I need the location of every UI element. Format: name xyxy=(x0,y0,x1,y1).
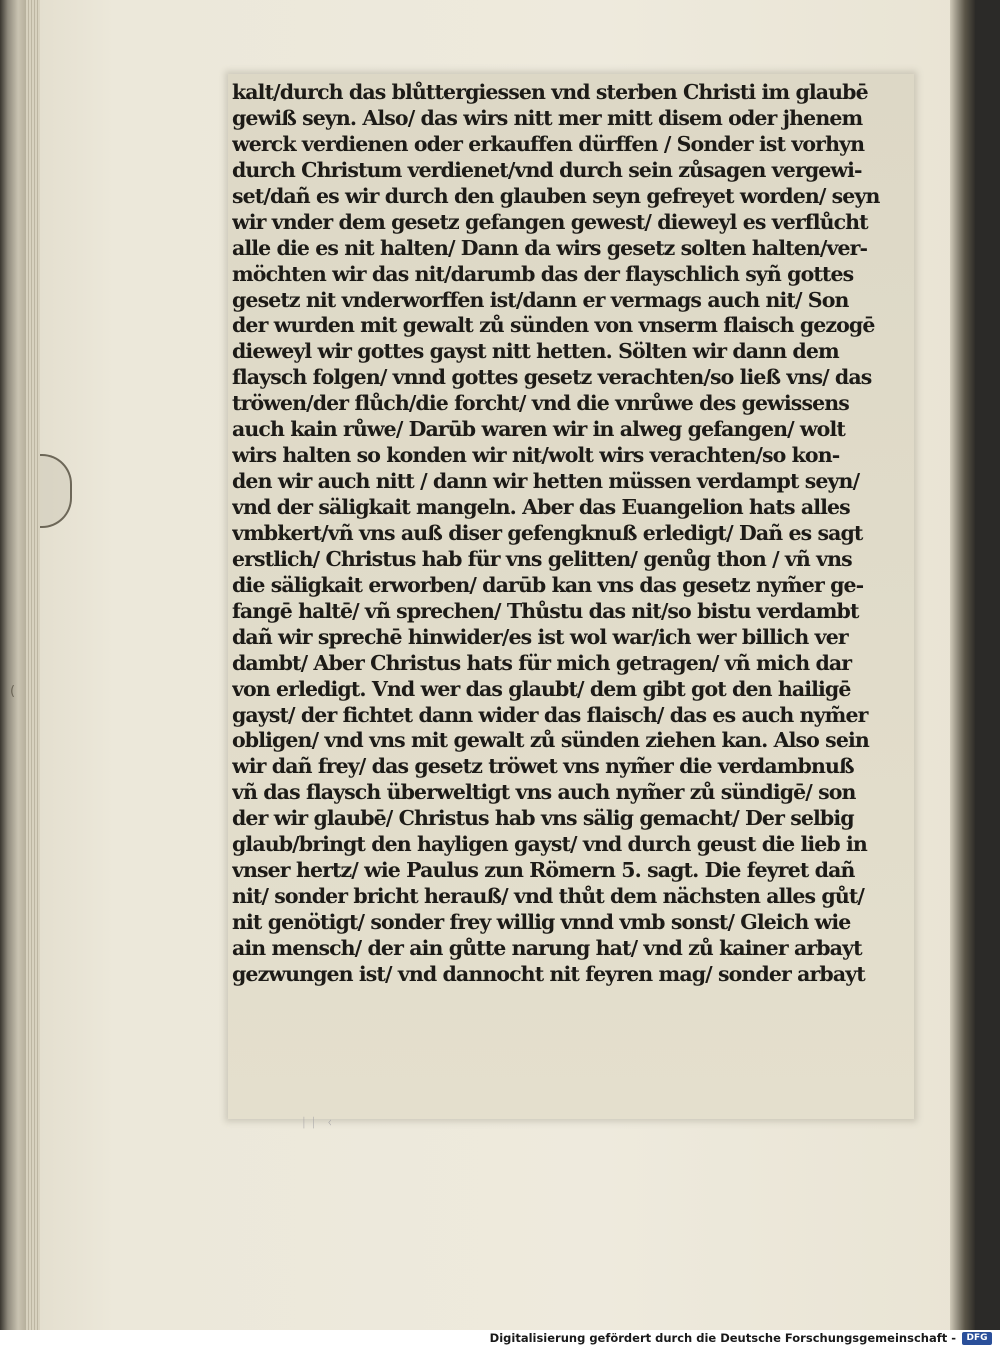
text-line: glaub/bringt den hayligen gayst/ vnd durch geust die lieb in xyxy=(232,832,867,857)
margin-mark: ( xyxy=(10,684,16,699)
page-right-shadow xyxy=(950,0,975,1330)
footer-credit-text: Digitalisierung gefördert durch die Deutsche Forschungsgemeinschaft - xyxy=(489,1331,956,1345)
text-line: dambt/ Aber Christus hats für mich getragen/ vñ mich dar xyxy=(232,650,852,675)
dfg-logo: DFG xyxy=(962,1332,992,1345)
text-line: obligen/ vnd vns mit gewalt zů sünden ziehen kan. Also sein xyxy=(232,728,869,753)
text-line: nit/ sonder bricht herauß/ vnd thůt dem nächsten alles gůt/ xyxy=(232,884,864,909)
text-line: tröwen/der flůch/die forcht/ vnd die vnrůwe des gewissens xyxy=(232,391,849,416)
text-line: vnd der säligkait mangeln. Aber das Euangelion hats alles xyxy=(232,495,850,519)
text-line: wirs halten so konden wir nit/wolt wirs verachten/so kon- xyxy=(232,443,840,468)
text-line: fangē haltē/ vñ sprechen/ Thůstu das nit/so bistu verdambt xyxy=(232,598,859,623)
binding-clip xyxy=(40,454,72,528)
text-line: erstlich/ Christus hab für vns gelitten/ genůg thon / vñ vns xyxy=(232,546,852,571)
text-line: der wir glaubē/ Christus hab vns sälig gemacht/ Der selbig xyxy=(232,806,854,831)
text-line: der wurden mit gewalt zů sünden von vnserm flaisch gezogē xyxy=(232,313,875,338)
text-line: ain mensch/ der ain gůtte narung hat/ vnd zů kainer arbayt xyxy=(232,935,862,960)
text-line: die säligkait erworben/ darūb kan vns das gesetz nym̃er ge- xyxy=(232,572,864,597)
text-line: flaysch folgen/ vnnd gottes gesetz verachten/so ließ vns/ das xyxy=(232,365,872,390)
text-line: vnser hertz/ wie Paulus zun Römern 5. sagt. Die feyret dañ xyxy=(232,858,855,883)
text-line: dañ wir sprechē hinwider/es ist wol war/ich wer billich ver xyxy=(232,624,848,649)
faint-stamp-mark: ᛁᛁ ᚲ xyxy=(300,1116,336,1131)
text-line: von erledigt. Vnd wer das glaubt/ dem gibt got den hailigē xyxy=(232,676,851,701)
text-line: gewiß seyn. Also/ das wirs nitt mer mitt disem oder jhenem xyxy=(232,105,863,130)
text-line: gesetz nit vnderworffen ist/dann er vermags auch nit/ Son xyxy=(232,287,849,312)
page-stack-edge xyxy=(26,0,40,1330)
blackletter-text xyxy=(232,80,912,988)
text-line: gezwungen ist/ vnd dannocht nit feyren mag/ sonder arbayt xyxy=(232,961,865,986)
text-line: vñ das flaysch überweltigt vns auch nym̃er zů sündigē/ son xyxy=(232,780,856,805)
text-line: alle die es nit halten/ Dann da wirs gesetz solten halten/ver- xyxy=(232,235,868,260)
text-line: set/dañ es wir durch den glauben seyn gefreyet worden/ seyn xyxy=(232,183,880,208)
book-spine-edge xyxy=(0,0,26,1330)
text-line: den wir auch nitt / dann wir hetten müssen verdampt seyn/ xyxy=(232,469,860,494)
text-line: kalt/durch das blůttergiessen vnd sterben Christi im glaubē xyxy=(232,80,868,104)
text-line: möchten wir das nit/darumb das der flayschlich syñ gottes xyxy=(232,261,854,286)
text-line: dieweyl wir gottes gayst nitt hetten. Sölten wir dann dem xyxy=(232,339,839,364)
text-line: vmbkert/vñ vns auß diser gefengknuß erledigt/ Dañ es sagt xyxy=(232,520,863,545)
text-line: wir vnder dem gesetz gefangen gewest/ dieweyl es verflůcht xyxy=(232,209,868,234)
text-line: wir dañ frey/ das gesetz tröwet vns nym̃er die verdambnuß xyxy=(232,754,854,779)
text-line: auch kain růwe/ Darūb waren wir in alweg gefangen/ wolt xyxy=(232,417,845,442)
text-line: nit genötigt/ sonder frey willig vnnd vmb sonst/ Gleich wie xyxy=(232,910,851,934)
text-line: gayst/ der fichtet dann wider das flaisch/ das es auch nym̃er xyxy=(232,702,868,727)
digitization-footer xyxy=(0,1330,1000,1347)
text-line: durch Christum verdienet/vnd durch sein zůsagen vergewi- xyxy=(232,157,862,182)
text-line: werck verdienen oder erkauffen dürffen / Sonder ist vorhyn xyxy=(232,131,865,156)
